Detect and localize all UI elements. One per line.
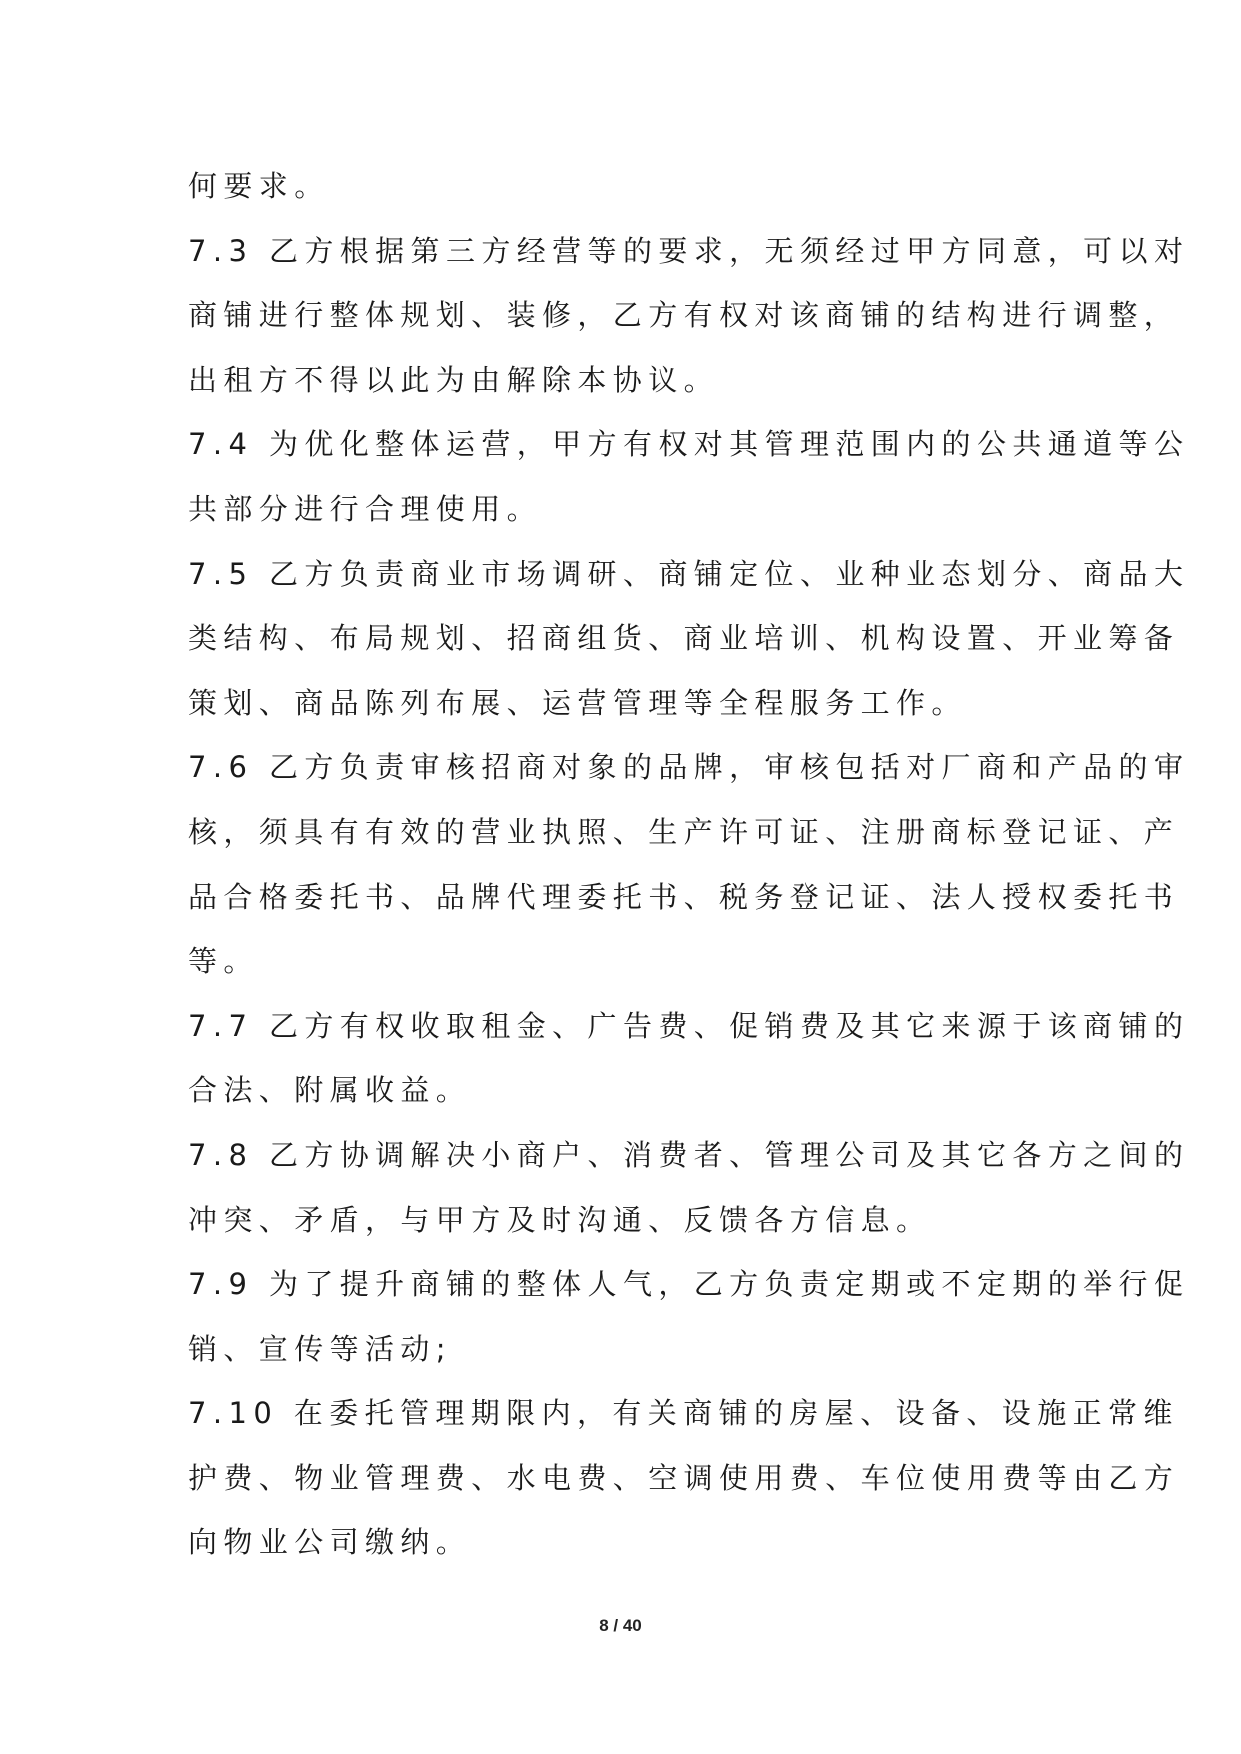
text-line: 7.7 乙方有权收取租金、广告费、促销费及其它来源于该商铺的 <box>188 1008 1190 1043</box>
text-line: 商铺进行整体规划、装修，乙方有权对该商铺的结构进行调整， <box>188 298 1180 333</box>
text-line: 7.4 为优化整体运营，甲方有权对其管理范围内的公共通道等公 <box>188 427 1190 462</box>
text-line: 销、宣传等活动; <box>188 1331 452 1366</box>
text-line: 合法、附属收益。 <box>188 1073 472 1108</box>
text-line: 出租方不得以此为由解除本协议。 <box>188 362 720 397</box>
text-line: 冲突、矛盾，与甲方及时沟通、反馈各方信息。 <box>188 1202 932 1237</box>
text-line: 7.5 乙方负责商业市场调研、商铺定位、业种业态划分、商品大 <box>188 556 1190 591</box>
text-line: 策划、商品陈列布展、运营管理等全程服务工作。 <box>188 685 967 720</box>
text-line: 等。 <box>188 944 259 979</box>
text-line: 7.9 为了提升商铺的整体人气，乙方负责定期或不定期的举行促 <box>188 1267 1190 1302</box>
text-line: 护费、物业管理费、水电费、空调使用费、车位使用费等由乙方 <box>188 1460 1180 1495</box>
text-line: 核，须具有有效的营业执照、生产许可证、注册商标登记证、产 <box>188 814 1180 849</box>
text-line: 7.3 乙方根据第三方经营等的要求，无须经过甲方同意，可以对 <box>188 233 1190 268</box>
body-text <box>188 154 1190 1575</box>
text-line: 7.6 乙方负责审核招商对象的品牌，审核包括对厂商和产品的审 <box>188 750 1190 785</box>
text-line: 何要求。 <box>188 169 330 203</box>
text-line: 向物业公司缴纳。 <box>188 1525 472 1560</box>
text-line: 7.8 乙方协调解决小商户、消费者、管理公司及其它各方之间的 <box>188 1137 1190 1172</box>
page-number: 8 / 40 <box>599 1616 642 1635</box>
text-line: 7.10 在委托管理期限内，有关商铺的房屋、设备、设施正常维 <box>188 1396 1179 1431</box>
text-line: 共部分进行合理使用。 <box>188 491 543 526</box>
text-line: 品合格委托书、品牌代理委托书、税务登记证、法人授权委托书 <box>188 879 1180 914</box>
text-line: 类结构、布局规划、招商组货、商业培训、机构设置、开业筹备 <box>188 621 1180 656</box>
